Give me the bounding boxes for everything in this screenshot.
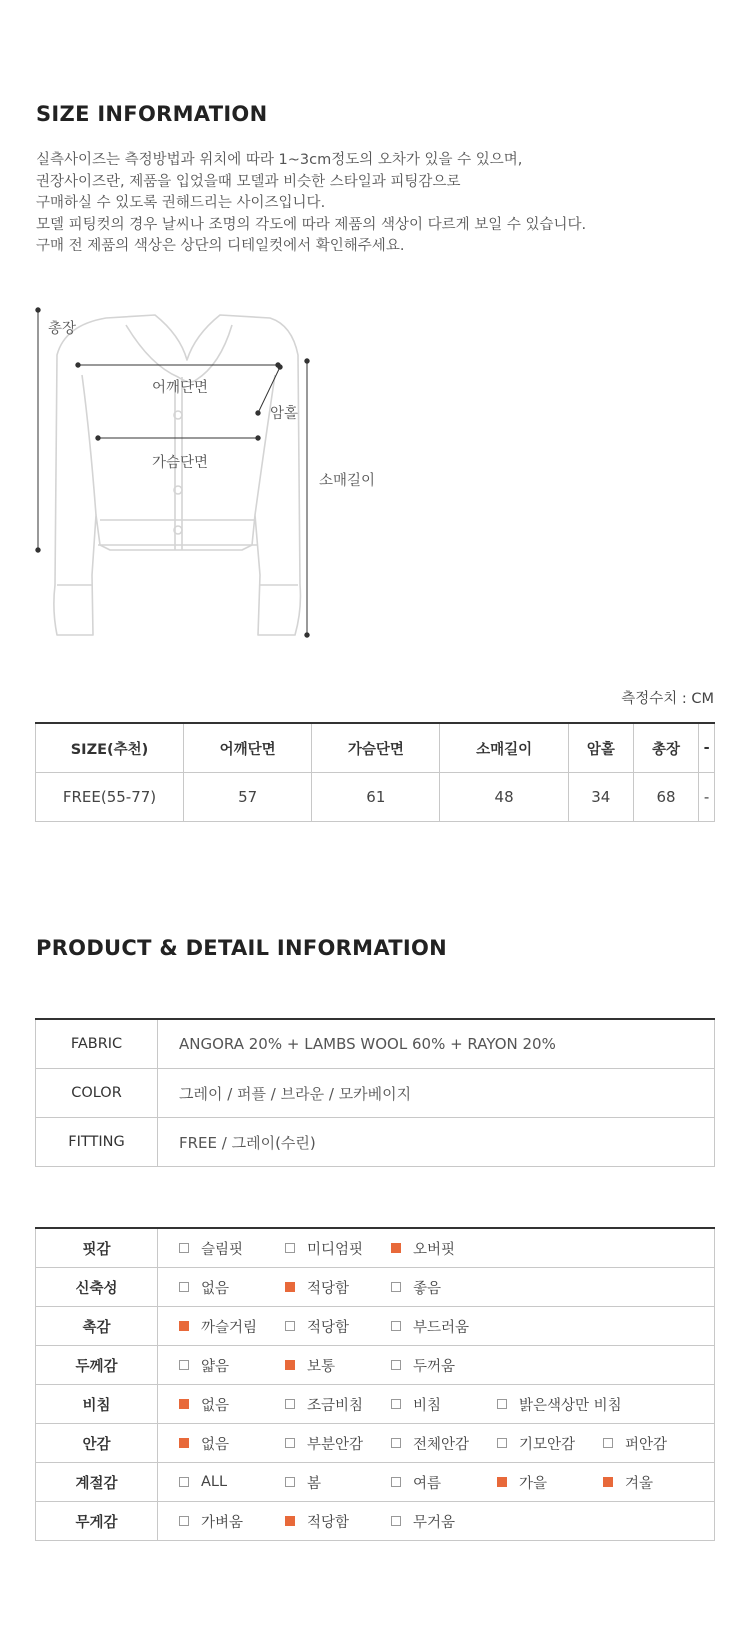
table-row xyxy=(36,1424,715,1463)
option-label: 가벼움 xyxy=(201,1514,244,1531)
option-item xyxy=(179,1346,229,1384)
option-item xyxy=(391,1268,441,1306)
characteristic-options xyxy=(158,1307,715,1346)
option-item xyxy=(179,1502,243,1540)
empty-box-icon xyxy=(391,1282,401,1292)
empty-box-icon xyxy=(497,1438,507,1448)
measurement-diagram xyxy=(30,305,450,675)
checked-box-icon xyxy=(285,1516,295,1526)
option-item xyxy=(603,1463,653,1501)
option-item xyxy=(179,1385,229,1423)
table-row xyxy=(36,1463,715,1502)
table-row xyxy=(36,1307,715,1346)
size-note-line: 구매 전 제품의 색상은 상단의 디테일컷에서 확인해주세요. xyxy=(36,238,405,254)
option-item xyxy=(285,1463,321,1501)
option-label: 좋음 xyxy=(413,1280,442,1297)
option-item xyxy=(285,1307,349,1345)
option-item xyxy=(179,1268,229,1306)
empty-box-icon xyxy=(391,1399,401,1409)
fabric-label: FABRIC xyxy=(36,1019,158,1069)
col-header: 암홀 xyxy=(568,723,633,773)
checked-box-icon xyxy=(179,1399,189,1409)
size-note-line: 모델 피팅컷의 경우 날씨나 조명의 각도에 따라 제품의 색상이 다르게 보일 수 있습니다. xyxy=(36,216,587,233)
option-item xyxy=(285,1424,363,1462)
cardigan-outline-image xyxy=(30,305,450,675)
option-label: 무거움 xyxy=(413,1514,456,1531)
empty-box-icon xyxy=(285,1243,295,1253)
option-item xyxy=(179,1424,229,1462)
option-item xyxy=(285,1268,349,1306)
option-item xyxy=(179,1307,257,1345)
empty-box-icon xyxy=(497,1399,507,1409)
measure-cell: 61 xyxy=(312,773,440,822)
empty-box-icon xyxy=(179,1477,189,1487)
checked-box-icon xyxy=(179,1438,189,1448)
option-label: 슬림핏 xyxy=(201,1241,244,1258)
empty-box-icon xyxy=(391,1516,401,1526)
empty-box-icon xyxy=(391,1321,401,1331)
table-row xyxy=(36,773,715,822)
unit-note: 측정수치 : CM xyxy=(621,691,714,707)
option-label: 여름 xyxy=(413,1475,442,1492)
total-length-label: 총장 xyxy=(48,321,77,337)
option-item xyxy=(179,1229,243,1267)
table-row xyxy=(36,1268,715,1307)
size-cell: FREE(55-77) xyxy=(36,773,184,822)
col-header: 소매길이 xyxy=(440,723,568,773)
option-label: 두꺼움 xyxy=(413,1358,456,1375)
size-notes xyxy=(36,150,586,258)
option-label: 적당함 xyxy=(307,1319,350,1336)
size-note-line: 실측사이즈는 측정방법과 위치에 따라 1~3cm정도의 오차가 있을 수 있으며, xyxy=(36,152,523,168)
option-label: 봄 xyxy=(307,1475,322,1492)
option-label: 보통 xyxy=(307,1358,336,1375)
shoulder-label: 어깨단면 xyxy=(152,380,209,396)
option-item xyxy=(391,1502,455,1540)
characteristic-label: 안감 xyxy=(36,1424,158,1463)
option-item xyxy=(391,1385,441,1423)
characteristic-label: 촉감 xyxy=(36,1307,158,1346)
col-header: 어깨단면 xyxy=(184,723,312,773)
measure-cell: 57 xyxy=(184,773,312,822)
option-item xyxy=(497,1424,575,1462)
option-label: 적당함 xyxy=(307,1514,350,1531)
table-row xyxy=(36,1385,715,1424)
checked-box-icon xyxy=(285,1282,295,1292)
option-label: 얇음 xyxy=(201,1358,230,1375)
product-info-title: PRODUCT & DETAIL INFORMATION xyxy=(36,936,448,960)
product-table xyxy=(35,1018,715,1167)
option-label: 부드러움 xyxy=(413,1319,470,1336)
fitting-value: FREE / 그레이(수린) xyxy=(158,1118,715,1167)
option-label: 가을 xyxy=(519,1475,548,1492)
fitting-label: FITTING xyxy=(36,1118,158,1167)
col-header: 가슴단면 xyxy=(312,723,440,773)
characteristic-options xyxy=(158,1385,715,1424)
characteristic-label: 핏감 xyxy=(36,1228,158,1268)
measure-cell: 48 xyxy=(440,773,568,822)
chest-label: 가슴단면 xyxy=(152,455,209,471)
empty-box-icon xyxy=(179,1243,189,1253)
checked-box-icon xyxy=(179,1321,189,1331)
size-table-header xyxy=(36,723,715,773)
col-header: 총장 xyxy=(633,723,698,773)
empty-box-icon xyxy=(285,1438,295,1448)
option-item xyxy=(285,1385,363,1423)
characteristic-label: 신축성 xyxy=(36,1268,158,1307)
option-item xyxy=(285,1346,335,1384)
characteristic-options xyxy=(158,1424,715,1463)
option-item xyxy=(497,1463,547,1501)
option-label: 없음 xyxy=(201,1280,230,1297)
empty-box-icon xyxy=(179,1282,189,1292)
option-label: 겨울 xyxy=(625,1475,654,1492)
characteristic-options xyxy=(158,1268,715,1307)
fabric-value: ANGORA 20% + LAMBS WOOL 60% + RAYON 20% xyxy=(158,1019,715,1069)
option-item xyxy=(497,1385,622,1423)
col-header: SIZE(추천) xyxy=(36,723,184,773)
empty-box-icon xyxy=(391,1477,401,1487)
characteristic-label: 두께감 xyxy=(36,1346,158,1385)
checked-box-icon xyxy=(497,1477,507,1487)
characteristic-label: 무게감 xyxy=(36,1502,158,1541)
option-label: 조금비침 xyxy=(307,1397,364,1414)
size-note-line: 구매하실 수 있도록 권해드리는 사이즈입니다. xyxy=(36,195,326,211)
option-item xyxy=(285,1502,349,1540)
option-item xyxy=(391,1229,455,1267)
table-row xyxy=(36,1118,715,1167)
characteristic-options xyxy=(158,1463,715,1502)
armhole-label: 암홀 xyxy=(270,406,299,422)
col-header: - xyxy=(699,723,715,773)
checked-box-icon xyxy=(603,1477,613,1487)
measure-cell: - xyxy=(699,773,715,822)
option-label: 기모안감 xyxy=(519,1436,576,1453)
empty-box-icon xyxy=(391,1438,401,1448)
measure-cell: 34 xyxy=(568,773,633,822)
option-label: 미디엄핏 xyxy=(307,1241,364,1258)
option-item xyxy=(391,1463,441,1501)
characteristic-options xyxy=(158,1346,715,1385)
table-row xyxy=(36,1069,715,1118)
option-label: 퍼안감 xyxy=(625,1436,668,1453)
measure-cell: 68 xyxy=(633,773,698,822)
option-item xyxy=(391,1307,469,1345)
checked-box-icon xyxy=(285,1360,295,1370)
empty-box-icon xyxy=(179,1516,189,1526)
color-label: COLOR xyxy=(36,1069,158,1118)
characteristic-options xyxy=(158,1502,715,1541)
empty-box-icon xyxy=(603,1438,613,1448)
option-item xyxy=(285,1229,363,1267)
empty-box-icon xyxy=(285,1477,295,1487)
size-table xyxy=(35,722,715,822)
option-item xyxy=(179,1463,227,1501)
empty-box-icon xyxy=(179,1360,189,1370)
option-label: 없음 xyxy=(201,1397,230,1414)
table-row xyxy=(36,1019,715,1069)
option-label: 까슬거림 xyxy=(201,1319,258,1336)
table-row xyxy=(36,1346,715,1385)
option-label: 전체안감 xyxy=(413,1436,470,1453)
color-value: 그레이 / 퍼플 / 브라운 / 모카베이지 xyxy=(158,1069,715,1118)
option-label: 적당함 xyxy=(307,1280,350,1297)
checked-box-icon xyxy=(391,1243,401,1253)
option-label: 없음 xyxy=(201,1436,230,1453)
size-info-title: SIZE INFORMATION xyxy=(36,102,268,126)
option-label: 오버핏 xyxy=(413,1241,456,1258)
option-item xyxy=(391,1346,455,1384)
option-label: 밝은색상만 비침 xyxy=(519,1397,622,1414)
characteristic-label: 비침 xyxy=(36,1385,158,1424)
size-note-line: 권장사이즈란, 제품을 입었을때 모델과 비슷한 스타일과 피팅감으로 xyxy=(36,173,461,190)
characteristics-table xyxy=(35,1227,715,1541)
characteristic-options xyxy=(158,1228,715,1268)
table-row xyxy=(36,1502,715,1541)
option-item xyxy=(391,1424,469,1462)
option-label: 비침 xyxy=(413,1397,442,1414)
table-row xyxy=(36,1228,715,1268)
sleeve-label: 소매길이 xyxy=(319,473,376,489)
option-label: ALL xyxy=(201,1474,228,1490)
characteristic-label: 계절감 xyxy=(36,1463,158,1502)
option-item xyxy=(603,1424,667,1462)
empty-box-icon xyxy=(391,1360,401,1370)
option-label: 부분안감 xyxy=(307,1436,364,1453)
empty-box-icon xyxy=(285,1321,295,1331)
empty-box-icon xyxy=(285,1399,295,1409)
